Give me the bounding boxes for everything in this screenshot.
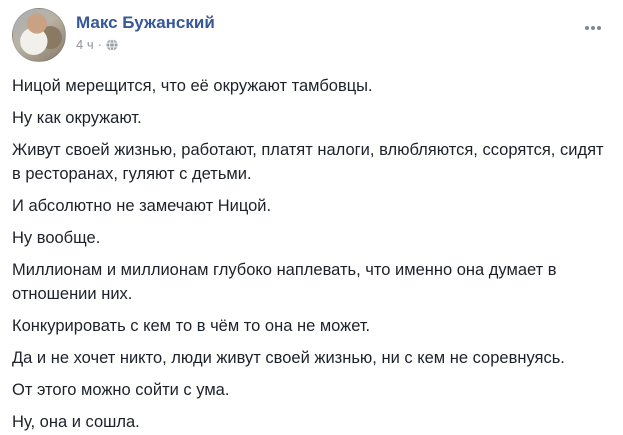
post-paragraph: От этого можно сойти с ума. (12, 381, 230, 399)
post-paragraph: Ну вообще. (12, 229, 101, 247)
post-paragraph: Ну как окружают. (12, 109, 142, 127)
more-options-dot (585, 26, 589, 30)
meta-separator: · (97, 37, 102, 52)
post-paragraph: И абсолютно не замечают Ницой. (12, 197, 272, 215)
post-paragraph: Миллионам и миллионам глубоко наплевать, что именно она думает в отношении них. (12, 261, 557, 303)
globe-public-icon (106, 39, 118, 51)
post-paragraph: Ну, она и сошла. (12, 413, 140, 431)
post-paragraph: Ницой мерещится, что её окружают тамбовцы. (12, 77, 373, 95)
post-paragraph: Живут своей жизнью, работают, платят налоги, влюбляются, ссорятся, сидят в ресторанах, гуляют с детьми. (12, 141, 604, 183)
post-body (12, 74, 611, 434)
post-meta[interactable] (76, 38, 215, 52)
more-options-dot (597, 26, 601, 30)
post-paragraph: Да и не хочет никто, люди живут своей жизнью, ни с кем не соревнуясь. (12, 349, 565, 367)
post-paragraph: Конкурировать с кем то в чём то она не может. (12, 317, 371, 335)
post-header (12, 8, 611, 62)
avatar[interactable] (12, 8, 66, 62)
more-options-button[interactable] (579, 18, 607, 38)
post-header-info (76, 8, 215, 52)
author-name-link[interactable]: Макс Бужанский (76, 13, 215, 32)
timestamp[interactable]: 4 ч (76, 37, 94, 52)
more-options-dot (591, 26, 595, 30)
